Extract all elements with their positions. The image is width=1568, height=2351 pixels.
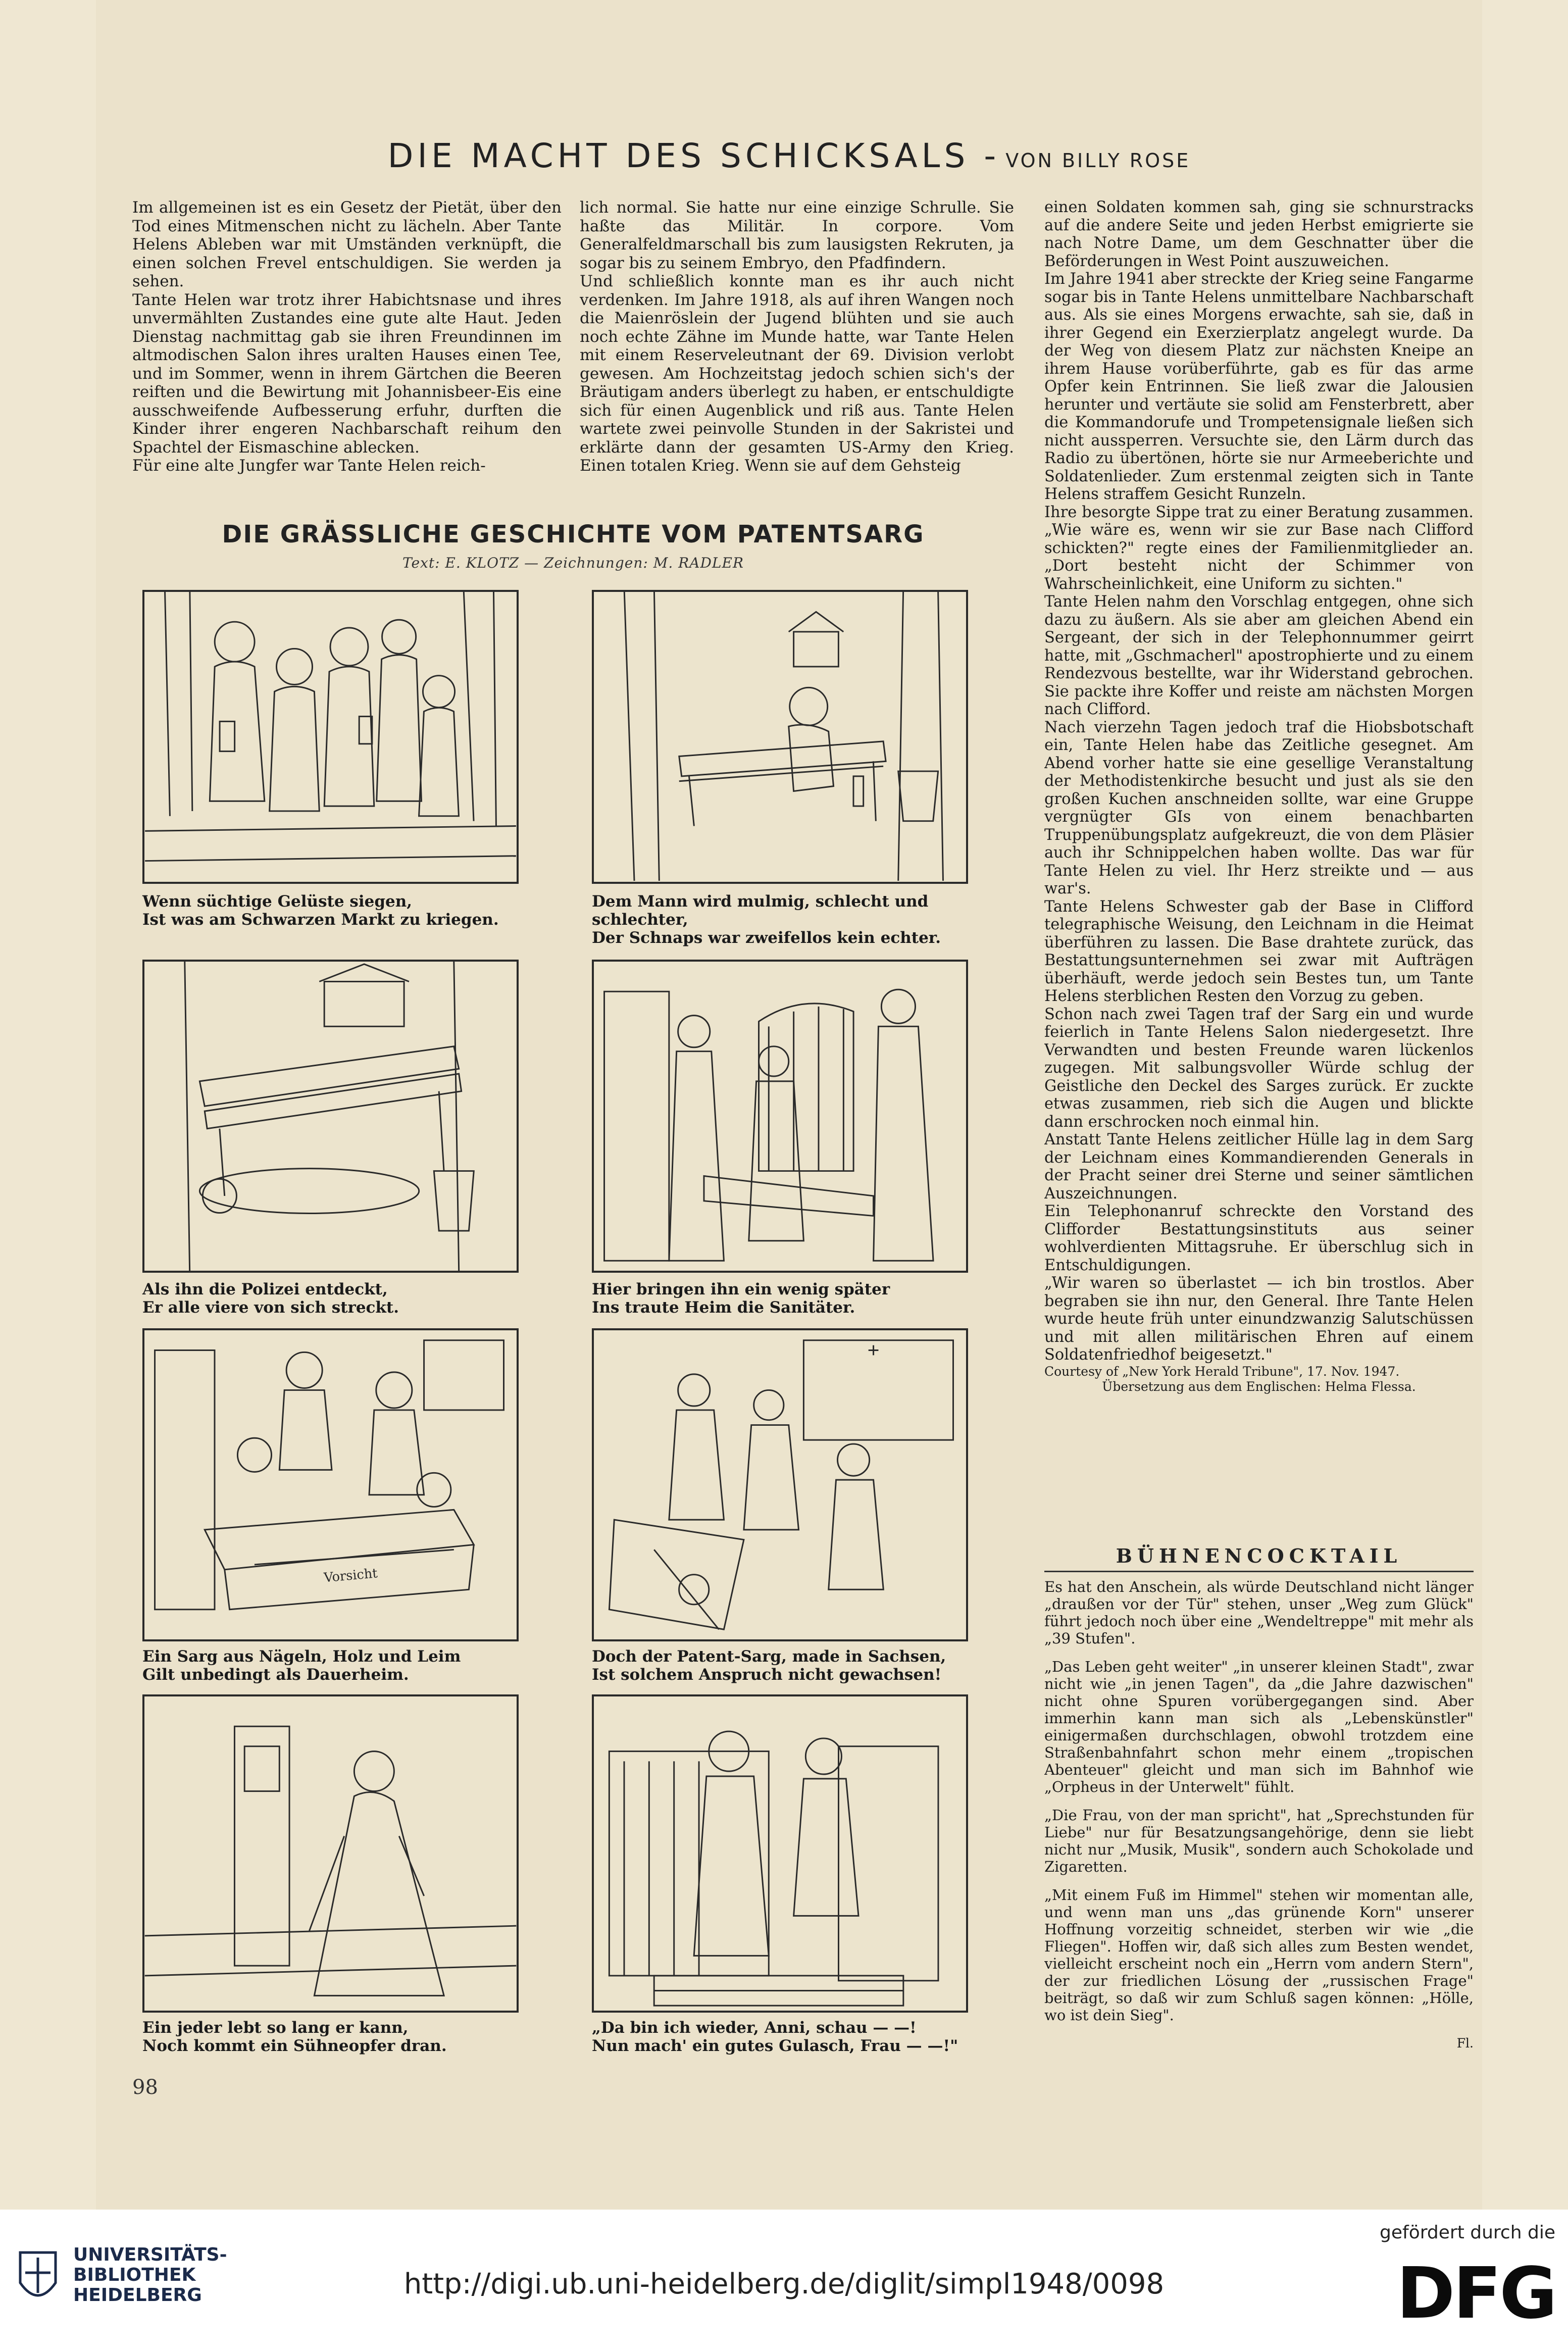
dfg-logo: DFG: [1396, 2253, 1555, 2335]
coffin-makers-drawing: [144, 1330, 517, 1639]
paragraph: Schon nach zwei Tagen traf der Sarg ein und wurde feierlich in Tante Helens Salon niedergesetzt. Ihre Verwandten und besten Freunde waren lückenlos zugegen. Mit salbungsvoller Würde schlug der Geistliche den Deckel des Sarges zurück. Er zuckte etwas zusammen, rieb sich die Augen und blickte dann erschrocken noch einmal hin.: [1044, 1005, 1474, 1131]
paragraph: Anstatt Tante Helens zeitlicher Hülle lag in dem Sarg der Leichnam eines Kommandierenden Generals in der Pracht seiner drei Sterne und seiner sämtlichen Auszeichnungen.: [1044, 1131, 1474, 1203]
header-byline: VON BILLY ROSE: [1005, 149, 1191, 172]
article-column-3: [1044, 198, 1474, 1537]
black-market-crowd-drawing: [144, 592, 517, 882]
institution-name: UNIVERSITÄTS- BIBLIOTHEK HEIDELBERG: [73, 2244, 227, 2306]
caption-8: „Da bin ich wieder, Anni, schau — —! Nun mach' ein gutes Gulasch, Frau — —!": [592, 2019, 958, 2055]
caption-7: Ein jeder lebt so lang er kann, Noch kommt ein Sühneopfer dran.: [142, 2019, 447, 2055]
comic-panel-2: [592, 590, 968, 884]
paragraph: „Das Leben geht weiter" „in unserer kleinen Stadt", zwar nicht wie „in jenen Tagen", da „die Jahre dazwischen" nicht ohne Spuren vorübergegangen sind. Aber immerhin kann man sich als „Lebenskünstler" einigermaßen durchschlagen, obwohl trotzdem eine Straßenbahnfahrt schon mehr einem „tropischen Abenteuer" gleicht und man sich im Bahnhof wie „Orpheus in der Unterwelt" fühlt.: [1044, 1658, 1474, 1795]
caption-3: Als ihn die Polizei entdeckt, Er alle viere von sich streckt.: [142, 1280, 399, 1317]
caption-6: Doch der Patent-Sarg, made in Sachsen, Ist solchem Anspruch nicht gewachsen!: [592, 1647, 946, 1684]
paragraph: einen Soldaten kommen sah, ging sie schnurstracks auf die andere Seite und jeden Herbst emigrierte sie nach Notre Dame, um dem Geschnatter über die Beförderungen in West Point auszuweichen.: [1044, 198, 1474, 270]
man-returns-home-drawing: [594, 1696, 966, 2011]
paragraph: lich normal. Sie hatte nur eine einzige Schrulle. Sie haßte das Militär. In corpore. Vom Generalfeldmarschall bis zum lausigsten Rekruten, ja sogar bis zu seinem Embryo, den Pfadfindern.: [580, 198, 1014, 272]
paragraph: Es hat den Anschein, als würde Deutschland nicht länger „draußen vor der Tür" stehen, unser „Weg zum Glück" führt jedoch noch über eine „Wendeltreppe" mit mehr als „39 Stufen".: [1044, 1578, 1474, 1647]
caption-1: Wenn süchtige Gelüste siegen, Ist was am Schwarzen Markt zu kriegen.: [142, 892, 499, 929]
man-under-bench-drawing: [144, 962, 517, 1271]
comic-panel-5: [142, 1328, 519, 1641]
comic-panel-4: [592, 960, 968, 1273]
cocktail-column: [1044, 1578, 1474, 2063]
author-signature: Fl.: [1456, 2036, 1474, 2050]
paragraph: Im allgemeinen ist es ein Gesetz der Pietät, über den Tod eines Mitmenschen nicht zu lächeln. Aber Tante Helens Ableben war mit Umständen verknüpft, die einen solchen Frevel entschuldigen. Sie werden ja sehen.: [132, 198, 562, 290]
header-title: DIE MACHT DES SCHICKSALS -: [387, 136, 1000, 175]
paragraph: Tante Helen war trotz ihrer Habichtsnase und ihres unvermählten Zustandes eine gute alte Haut. Jeden Dienstag nachmittag gab sie ihren Freundinnen im altmodischen Salon ihres uralten Hauses einen Tee, und im Sommer, wenn in ihrem Gärtchen die Beeren reiften und die Bewirtung mit Johannisbeer-Eis eine ausschweifende Aufbesserung erfuhr, durften die Kinder ihrer engeren Nachbarschaft reihum den Spachtel der Eismaschine ablecken.: [132, 290, 562, 457]
paragraph: Ein Telephonanruf schreckte den Vorstand des Clifforder Bestattungsinstituts aus seiner wohlverdienten Mittagsruhe. Er überschlug sich in Entschuldigungen.: [1044, 1203, 1474, 1274]
paragraph: Für eine alte Jungfer war Tante Helen reich-: [132, 457, 486, 475]
comic-title: DIE GRÄSSLICHE GESCHICHTE VOM PATENTSARG: [222, 520, 925, 548]
paragraph: Und schließlich konnte man es ihr auch nicht verdenken. Im Jahre 1918, als auf ihren Wangen noch die Maienröslein der Jugend blühten und sie auch noch echte Zähne im Munde hatte, war Tante Helen mit einem Reserveleutnant der 69. Division verlobt gewesen. Am Hochzeitstag jedoch schien sich's der Bräutigam anders überlegt zu haben, er entschuldigte sich für einen Augenblick und riß aus. Tante Helen wartete zwei peinvolle Stunden in der Sakristei und erklärte dann der gesamten US-Army den Krieg. Einen totalen Krieg. Wenn sie auf dem Gehsteig: [580, 272, 1014, 475]
caption-5: Ein Sarg aus Nägeln, Holz und Leim Gilt unbedingt als Dauerheim.: [142, 1647, 461, 1684]
caption-2: Dem Mann wird mulmig, schlecht und schlechter, Der Schnaps war zweifellos kein echter.: [592, 892, 941, 947]
paragraph: Im Jahre 1941 aber streckte der Krieg seine Fangarme sogar bis in Tante Helens unmittelbare Nachbarschaft aus. Als sie eines Morgens erwachte, sah sie, daß in ihrer Gegend ein Exerzierplatz angelegt wurde. Da der Weg von diesem Platz zur nächsten Kneipe an ihrem Hause vorüberführte, gab es für das arme Opfer kein Entrinnen. Sie ließ zwar die Jalousien herunter und vertäute sie solid am Fensterbrett, aber die Kommandorufe und Trompetensignale ließen sich nicht aussperren. Versuchte sie, den Lärm durch das Radio zu übertönen, hörte sie nur Armeeberichte und Soldatenlieder. Zum erstenmal zeigten sich in Tante Helens straffem Gesicht Runzeln.: [1044, 270, 1474, 503]
comic-panel-8: [592, 1694, 968, 2013]
paragraph: „Mit einem Fuß im Himmel" stehen wir momentan alle, und wenn man uns „das grünende Korn" unserer Hoffnung vorzeitig schneidet, sterben wir wie „die Fliegen". Hoffen wir, daß sich alles zum Besten wendet, vielleicht erscheint noch ein „Herrn vom andern Stern", der zur friedlichen Lösung der „russischen Frage" beiträgt, so daß wir zum Schluß sagen können: „Hölle, wo ist dein Sieg".: [1044, 1886, 1474, 2024]
paragraph: Tante Helens Schwester gab der Base in Clifford telegraphische Weisung, den Leichnam in die Heimat überführen zu lassen. Die Base drahtete zurück, das Bestattungsunternehmen sei zwar mit Aufträgen überhäuft, werde jedoch sein Bestes tun, um Tante Helens sterblichen Resten den Vorzug zu geben.: [1044, 897, 1474, 1005]
broken-coffin-drawing: [594, 1330, 966, 1639]
sick-man-on-bench-drawing: [594, 592, 966, 882]
funding-label: gefördert durch die: [1380, 2222, 1555, 2243]
old-woman-drawing: [144, 1696, 517, 2011]
divider: [1044, 1571, 1474, 1572]
comic-panel-1: [142, 590, 519, 884]
comic-panel-6: [592, 1328, 968, 1641]
coffin-label: Vorsicht: [323, 1566, 378, 1586]
page-number: 98: [132, 2076, 158, 2099]
paragraph: Ihre besorgte Sippe trat zu einer Beratung zusammen. „Wie wäre es, wenn wir sie zur Base nach Clifford schickten?" regte eines der Familienmitglieder an. „Dort besteht nicht der Schimmer von Wahrscheinlichkeit, eine Uniform zu sichten.": [1044, 503, 1474, 593]
source-url-link[interactable]: http://digi.ub.uni-heidelberg.de/diglit/simpl1948/0098: [403, 2268, 1165, 2300]
page-header: [96, 136, 1482, 175]
cocktail-title: BÜHNENCOCKTAIL: [1116, 1544, 1402, 1567]
comic-credits: Text: E. KLOTZ — Zeichnungen: M. RADLER: [402, 555, 744, 571]
comic-panel-3: [142, 960, 519, 1273]
paragraph: „Die Frau, von der man spricht", hat „Sprechstunden für Liebe" nur für Besatzungsangehörige, denn sie liebt nicht nur „Musik, Musik", sondern auch Schokolade und Zigaretten.: [1044, 1807, 1474, 1875]
comic-panel-7: [142, 1694, 519, 2013]
article-column-2: [580, 198, 1014, 502]
courtesy-line: Courtesy of „New York Herald Tribune", 17. Nov. 1947.: [1044, 1364, 1400, 1379]
paragraph: „Wir waren so überlastet — ich bin trostlos. Aber begraben sie ihn nur, den General. Ihre Tante Helen wurde heute früh unter einundzwanzig Salutschüssen und mit allen militärischen Ehren auf einem Soldatenfriedhof beigesetzt.": [1044, 1274, 1474, 1364]
paragraph: Nach vierzehn Tagen jedoch traf die Hiobsbotschaft ein, Tante Helen habe das Zeitliche gesegnet. Am Abend vorher hatte sie eine gesellige Veranstaltung der Methodistenkirche besucht und just als sie den großen Kuchen anschneiden sollte, war eine Gruppe vergnügter GIs von einem benachbarten Truppenübungsplatz aufgekreuzt, die von dem Pläsier auch ihr Schnippelchen haben wollte. Das war für Tante Helen zu viel. Ihr Herz streikte und — aus war's.: [1044, 718, 1474, 897]
article-column-1: [132, 198, 562, 502]
paramedics-drawing: [594, 962, 966, 1271]
paragraph: Tante Helen nahm den Vorschlag entgegen, ohne sich dazu zu äußern. Als sie aber am gleichen Abend ein Sergeant, der sich in der Telephonnummer geirrt hatte, mit „Gschmacherl" apostrophierte und zu einem Rendezvous bestellte, war ihr Widerstand gebrochen. Sie packte ihre Koffer und reiste am nächsten Morgen nach Clifford.: [1044, 593, 1474, 718]
translation-credit: Übersetzung aus dem Englischen: Helma Flessa.: [1102, 1379, 1416, 1394]
caption-4: Hier bringen ihn ein wenig später Ins traute Heim die Sanitäter.: [592, 1280, 890, 1317]
